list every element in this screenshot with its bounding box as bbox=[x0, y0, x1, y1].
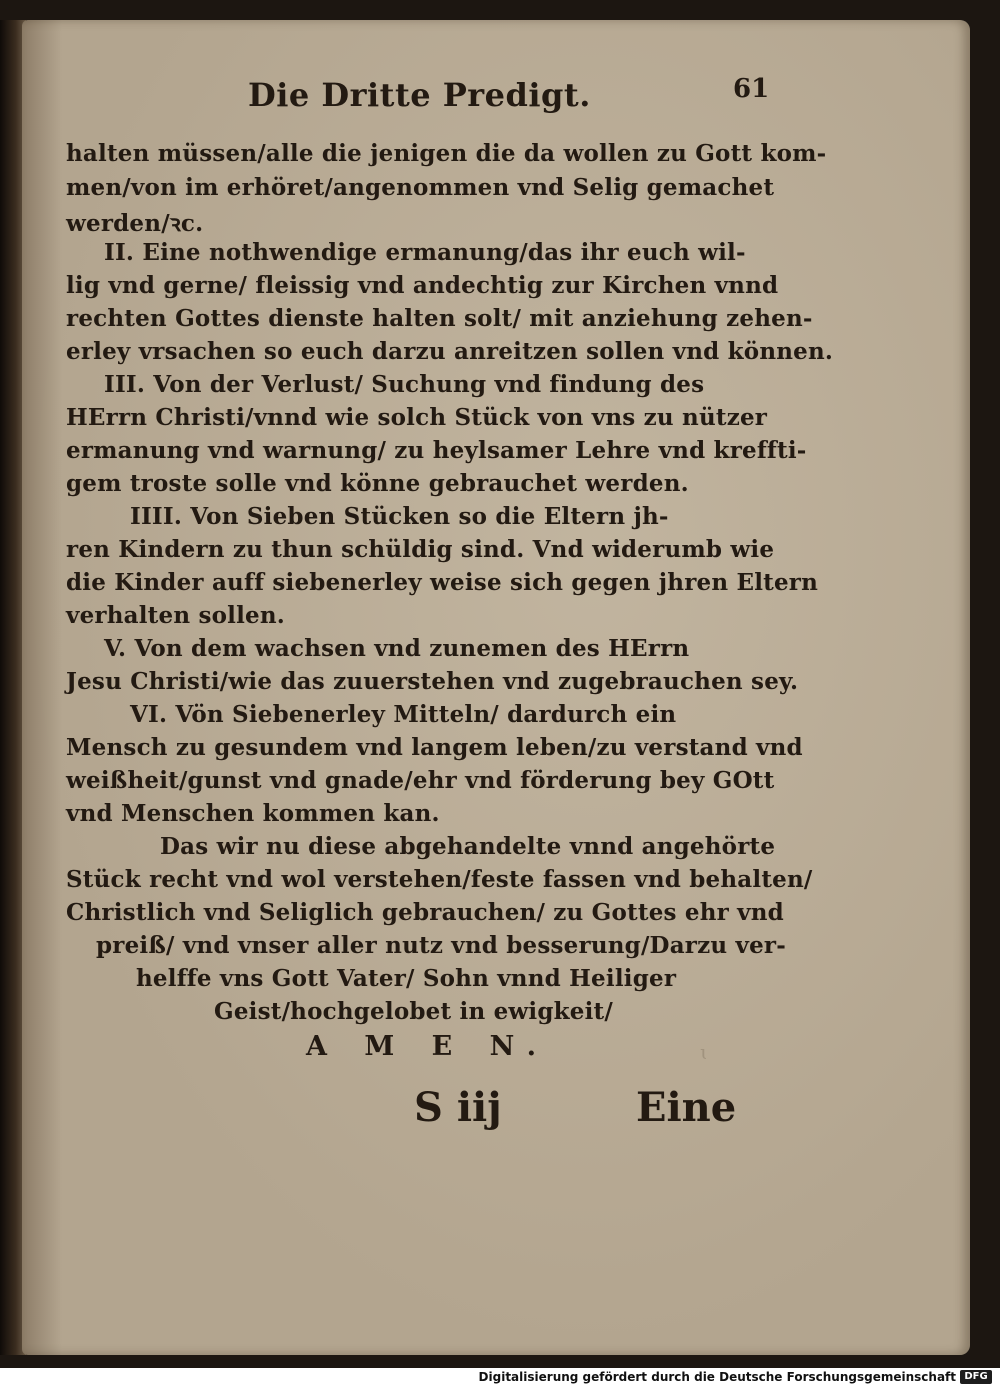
text-line: Stück recht vnd wol verstehen/feste fassen vnd behalten/ bbox=[66, 866, 813, 893]
catchword: Eine bbox=[636, 1084, 737, 1131]
text-line: die Kinder auff siebenerley weise sich gegen jhren Eltern bbox=[66, 569, 819, 596]
text-line: V. Von dem wachsen vnd zunemen des HErrn bbox=[104, 635, 690, 662]
text-line: rechten Gottes dienste halten solt/ mit anziehung zehen- bbox=[66, 305, 813, 332]
text-line: II. Eine nothwendige ermanung/das ihr euch wil- bbox=[104, 239, 746, 266]
text-line: Jesu Christi/wie das zuuerstehen vnd zugebrauchen sey. bbox=[66, 668, 799, 695]
text-line: VI. Vön Siebenerley Mitteln/ dardurch ein bbox=[130, 701, 677, 728]
text-line: Mensch zu gesundem vnd langem leben/zu verstand vnd bbox=[66, 734, 803, 761]
dfg-logo: DFG bbox=[960, 1370, 992, 1384]
text-line: erley vrsachen so euch darzu anreitzen sollen vnd können. bbox=[66, 338, 834, 365]
text-line: werden/ꝛc. bbox=[66, 210, 204, 237]
text-line: HErrn Christi/vnnd wie solch Stück von vns zu nützer bbox=[66, 404, 768, 431]
text-line: weißheit/gunst vnd gnade/ehr vnd förderung bey GOtt bbox=[66, 767, 775, 794]
text-line: halten müssen/alle die jenigen die da wollen zu Gott kom- bbox=[66, 140, 827, 167]
page-number: 61 bbox=[733, 74, 770, 104]
text-line: helffe vns Gott Vater/ Sohn vnnd Heiliger bbox=[136, 965, 677, 992]
text-line: Geist/hochgelobet in ewigkeit/ bbox=[214, 998, 613, 1025]
signature-mark: S iij bbox=[414, 1084, 502, 1131]
text-line: ren Kindern zu thun schüldig sind. Vnd widerumb wie bbox=[66, 536, 775, 563]
footer-credit: Digitalisierung gefördert durch die Deutsche Forschungsgemeinschaft bbox=[478, 1370, 956, 1384]
text-line: ermanung vnd warnung/ zu heylsamer Lehre vnd kreffti- bbox=[66, 437, 807, 464]
text-line: lig vnd gerne/ fleissig vnd andechtig zur Kirchen vnnd bbox=[66, 272, 779, 299]
text-line: Christlich vnd Seliglich gebrauchen/ zu Gottes ehr vnd bbox=[66, 899, 784, 926]
running-title: Die Dritte Predigt. bbox=[248, 76, 591, 114]
text-line: men/von im erhöret/angenommen vnd Selig gemachet bbox=[66, 174, 775, 201]
text-line: preiß/ vnd vnser aller nutz vnd besserung/Darzu ver- bbox=[96, 932, 786, 959]
footer-bar bbox=[0, 1368, 1000, 1388]
text-line: gem troste solle vnd könne gebrauchet werden. bbox=[66, 470, 689, 497]
text-line: verhalten sollen. bbox=[66, 602, 285, 629]
text-line: IIII. Von Sieben Stücken so die Eltern jh- bbox=[130, 503, 669, 530]
bleed-through-text: ɩ bbox=[700, 1040, 708, 1064]
amen-line: A M E N. bbox=[306, 1031, 550, 1062]
text-line: III. Von der Verlust/ Suchung vnd findung des bbox=[104, 371, 705, 398]
text-line: vnd Menschen kommen kan. bbox=[66, 800, 440, 827]
text-line: Das wir nu diese abgehandelte vnnd angehörte bbox=[160, 833, 776, 860]
